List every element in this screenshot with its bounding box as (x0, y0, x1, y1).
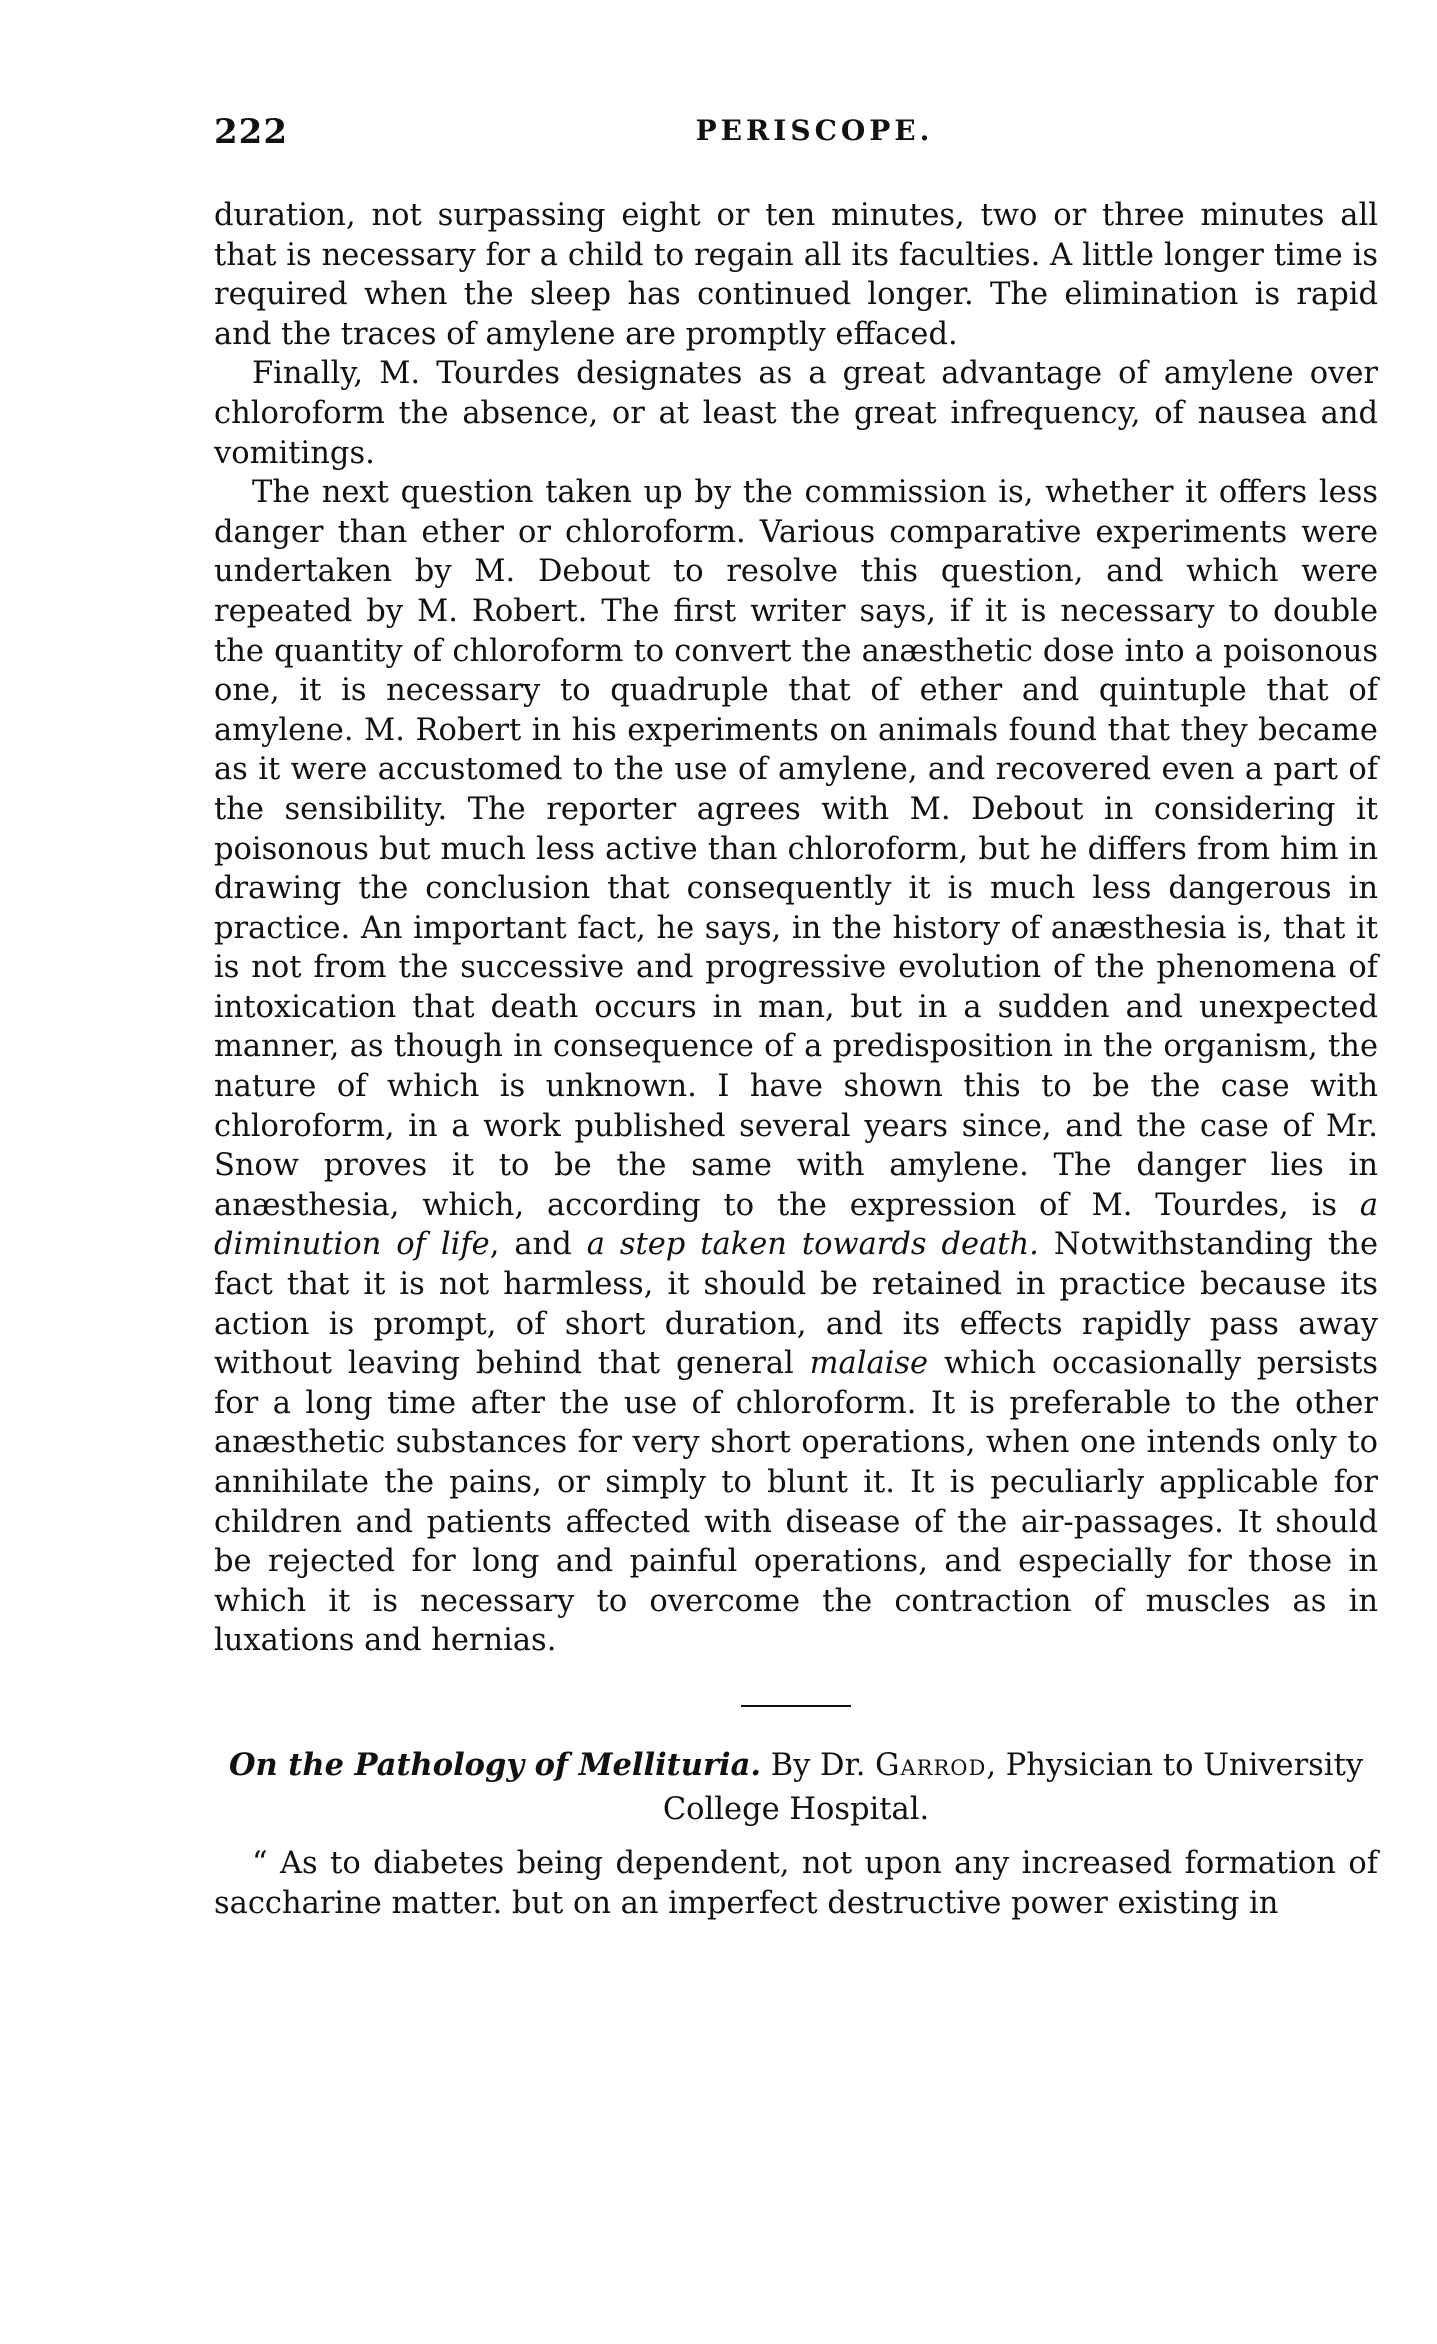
article-title: On the Pathology of Mellituria. (228, 1746, 761, 1783)
italic-phrase: a diminution of life (214, 1187, 1378, 1263)
text-run: duration, not surpassing eight or ten minutes, two or three minutes all that is necessary for a child to regain all its faculties. A little longer time is required when the sleep has continued longer. The elimination is rapid and the traces of amylene are promptly effaced. (214, 198, 1378, 352)
body-text (214, 196, 1378, 1923)
quote-paragraph: “ As to diabetes being dependent, not upon any increased formation of saccharine matter. but on an imperfect destructive power existing in (214, 1845, 1378, 1921)
italic-phrase: a step taken towards death. (586, 1227, 1039, 1263)
text-run: Finally, M. Tourdes designates as a great advantage of amylene over chloroform the absence, or at least the great infrequency, of nausea and vomitings. (214, 356, 1378, 471)
running-head: PERISCOPE. (695, 114, 934, 147)
page-header (214, 112, 1375, 152)
paragraph (214, 473, 1378, 1661)
article-author: Garrod (875, 1747, 987, 1783)
paragraph (214, 354, 1378, 473)
paragraph (214, 196, 1378, 354)
text-run: , and (489, 1227, 587, 1263)
article-heading (214, 1743, 1378, 1832)
section-divider (741, 1705, 851, 1707)
byline-prefix: By Dr. (770, 1747, 866, 1783)
author-affiliation: , Physician to University College Hospital. (662, 1747, 1364, 1827)
page-number: 222 (214, 112, 288, 152)
italic-phrase: malaise (809, 1346, 929, 1382)
text-run: which occasionally persists for a long time after the use of chloroform. It is preferable to the other anæsthetic substances for very short operations, when one intends only to annihilate the pains, or simply to blunt it. It is peculiarly applicable for children and patients affected with disease of the air-passages. It should be rejected for long and painful operations, and especially for those in which it is necessary to overcome the contraction of muscles as in luxations and hernias. (214, 1346, 1379, 1659)
text-run: The next question taken up by the commission is, whether it offers less danger than ether or chloroform. Various comparative experiments were undertaken by M. Debout to resolve this question, and which were repeated by M. Robert. The first writer says, if it is necessary to double the quantity of chloroform to convert the anæsthetic dose into a poisonous one, it is necessary to quadruple that of ether and quintuple that of amylene. M. Robert in his experiments on animals found that they became as it were accustomed to the use of amylene, and recovered even a part of the sensibility. The reporter agrees with M. Debout in considering it poisonous but much less active than chloroform, but he differs from him in drawing the conclusion that consequently it is much less dangerous in practice. An important fact, he says, in the history of anæsthesia is, that it is not from the successive and progressive evolution of the phenomena of intoxication that death occurs in man, but in a sudden and unexpected manner, as though in consequence of a predisposition in the organism, the nature of which is unknown. I have shown this to be the case with chloroform, in a work published several years since, and the case of Mr. Snow proves it to be the same with amylene. The danger lies in anæsthesia, which, according to the expression of M. Tourdes, is (214, 475, 1378, 1223)
text-run: Notwithstanding the fact that it is not harmless, it should be retained in practice because its action is prompt, of short duration, and its effects rapidly pass away without leaving behind that general (214, 1227, 1378, 1382)
